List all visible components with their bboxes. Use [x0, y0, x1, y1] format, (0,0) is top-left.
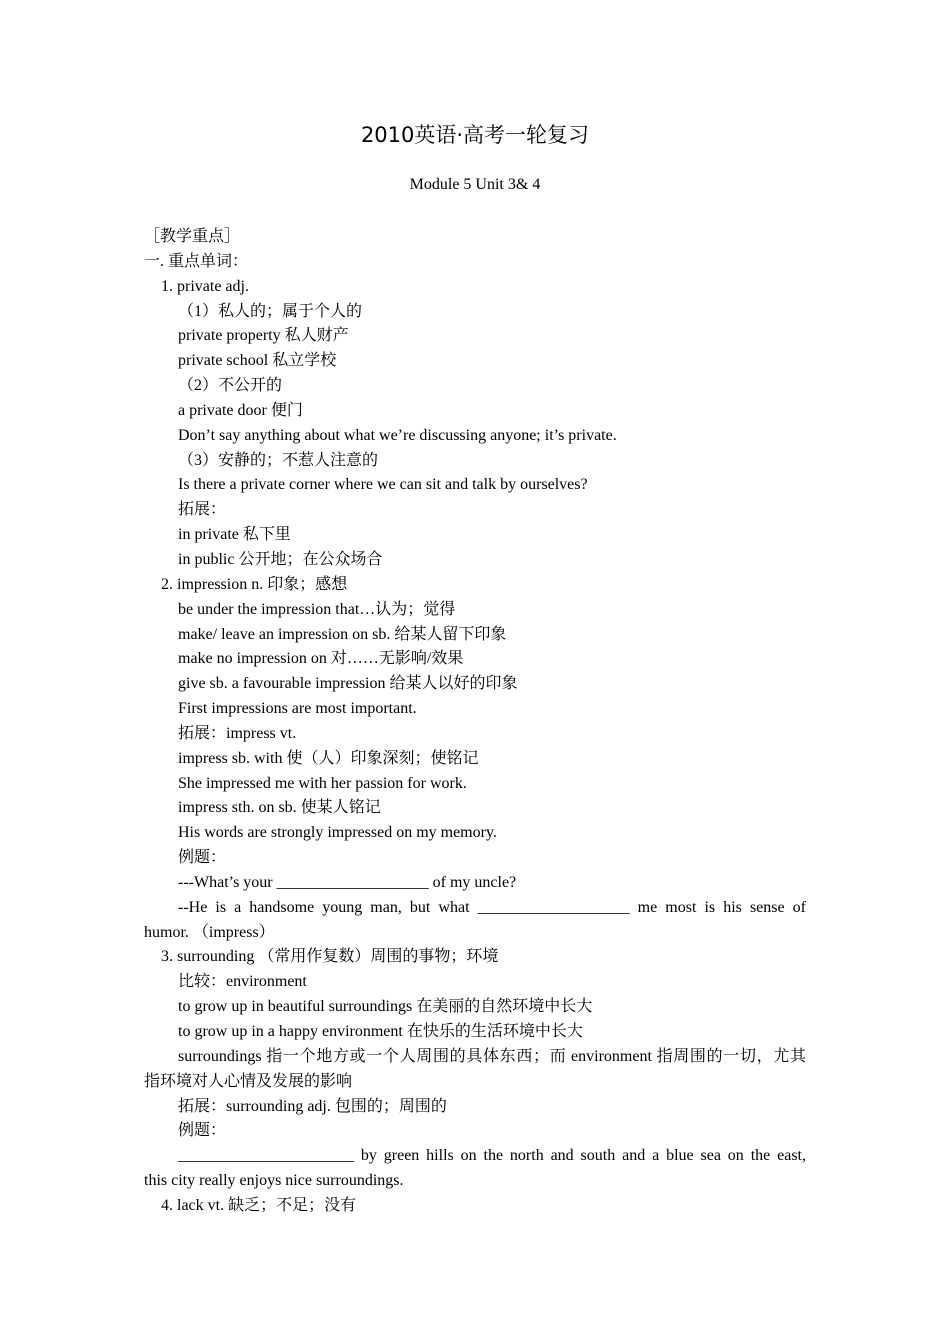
text-line: give sb. a favourable impression 给某人以好的印象 — [178, 675, 518, 693]
text-line: private property 私人财产 — [178, 327, 349, 345]
text-line: 3. surrounding （常用作复数）周围的事物；环境 — [161, 948, 499, 966]
text-line: 拓展：surrounding adj. 包围的；周围的 — [178, 1097, 447, 1115]
text-line: 拓展：impress vt. — [178, 724, 297, 742]
text-line: humor. （impress） — [144, 923, 275, 941]
text-line: impress sth. on sb. 使某人铭记 — [178, 799, 381, 817]
text-line: 4. lack vt. 缺乏；不足；没有 — [161, 1196, 357, 1214]
text-line: a private door 便门 — [178, 401, 303, 419]
text-line: to grow up in beautiful surroundings 在美丽的自然环境中长大 — [178, 998, 593, 1016]
text-line: （2）不公开的 — [178, 377, 283, 395]
text-line: She impressed me with her passion for work. — [178, 774, 467, 792]
text-line: --He is a handsome young man, but what ___________________ me most is his sense of — [178, 898, 806, 916]
text-line: ［教学重点］ — [144, 228, 241, 245]
text-line: His words are strongly impressed on my memory. — [178, 824, 497, 842]
text-line: in public 公开地；在公众场合 — [178, 550, 383, 568]
text-line: （3）安静的；不惹人注意的 — [178, 451, 379, 469]
text-line: Don’t say anything about what we’re discussing anyone; it’s private. — [178, 426, 617, 444]
text-line: surroundings 指一个地方或一个人周围的具体东西；而 environment 指周围的一切，尤其 — [178, 1047, 806, 1065]
text-line: to grow up in a happy environment 在快乐的生活环境中长大 — [178, 1023, 583, 1040]
text-line: Is there a private corner where we can sit and talk by ourselves? — [178, 476, 588, 494]
text-line: 2. impression n. 印象；感想 — [161, 575, 348, 593]
text-line: 例题： — [178, 849, 227, 867]
text-line: impress sb. with 使（人）印象深刻；使铭记 — [178, 749, 479, 767]
text-line: 例题： — [178, 1122, 227, 1140]
text-line: ---What’s your ___________________ of my uncle? — [178, 873, 517, 891]
document-subtitle: Module 5 Unit 3& 4 — [409, 176, 541, 193]
text-line: First impressions are most important. — [178, 700, 417, 718]
document-body — [144, 225, 806, 1219]
document-title: 2010英语·高考一轮复习 — [360, 123, 590, 147]
text-line: 比较：environment — [178, 973, 307, 991]
text-line: make/ leave an impression on sb. 给某人留下印象 — [178, 625, 507, 643]
text-line: be under the impression that…认为；觉得 — [178, 600, 456, 618]
text-line: 拓展： — [178, 501, 227, 519]
text-line: （1）私人的；属于个人的 — [178, 302, 363, 320]
text-line: 1. private adj. — [161, 277, 249, 295]
text-line: this city really enjoys nice surroundings. — [144, 1172, 404, 1190]
text-line: 一. 重点单词： — [144, 252, 249, 270]
text-line: private school 私立学校 — [178, 352, 337, 370]
text-line: 指环境对人心情及发展的影响 — [144, 1072, 353, 1090]
text-line: in private 私下里 — [178, 526, 291, 544]
text-line: ______________________ by green hills on the north and south and a blue sea on the east, — [178, 1147, 806, 1165]
text-line: make no impression on 对……无影响/效果 — [178, 650, 464, 668]
